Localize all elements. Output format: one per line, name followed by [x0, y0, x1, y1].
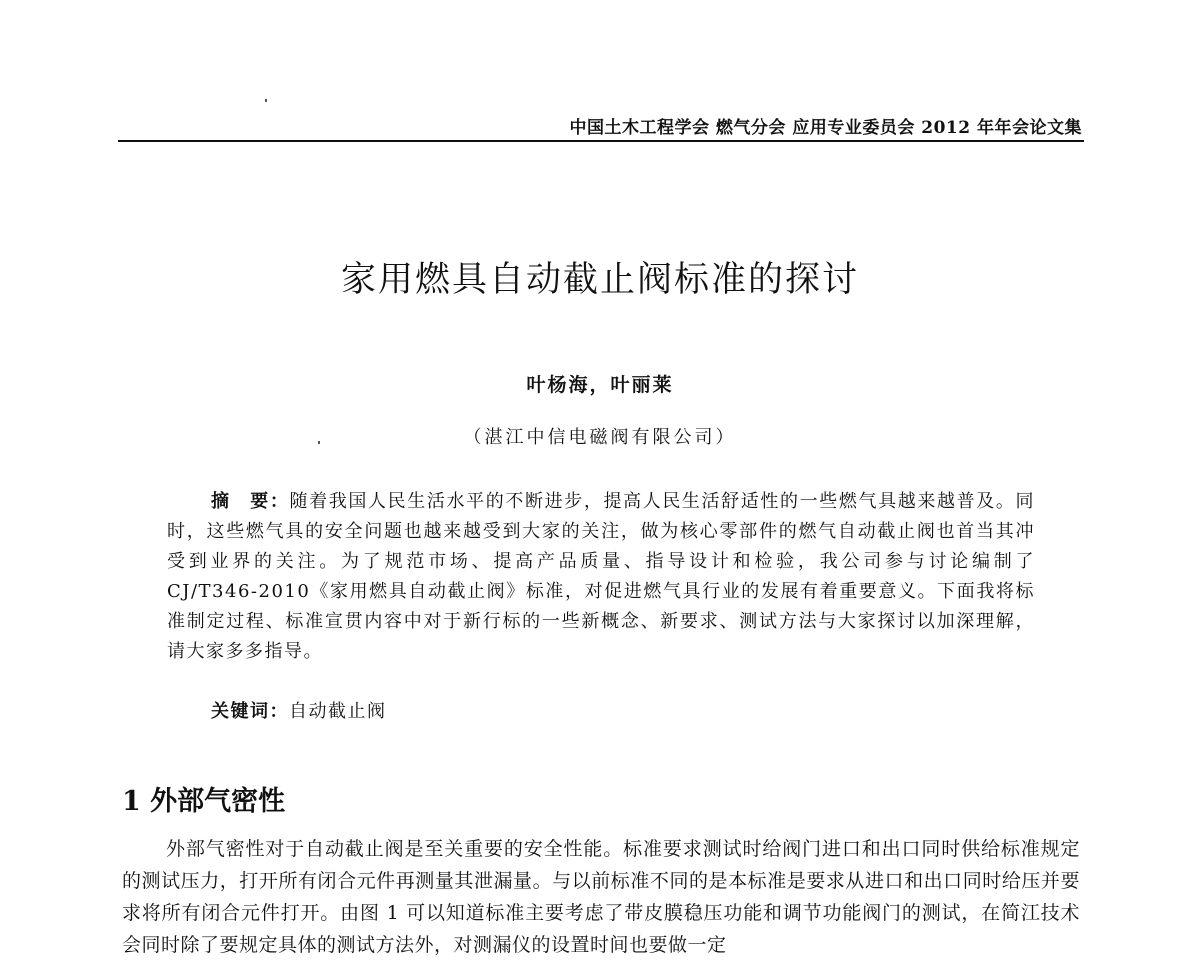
author-list: 叶杨海，叶丽莱 [526, 374, 674, 396]
keywords-label: 关键词： [211, 701, 289, 722]
body-paragraph: 外部气密性对于自动截止阀是至关重要的安全性能。标准要求测试时给阀门进口和出口同时供给标准规定的测试压力，打开所有闭合元件再测量其泄漏量。与以前标准不同的是本标准是要求从进口和出口同时给压并要求将所有闭合元件打开。由图 1 可以知道标准主要考虑了带皮膜稳压功能和调节功能阀门的测试，在简江技术会同时除了要规定具体的测试方法外，对测漏仪的设置时间也要做一定 [122, 838, 1080, 956]
keywords [211, 697, 387, 723]
abstract-label: 摘 要： [211, 491, 290, 512]
abstract-text: 随着我国人民生活水平的不断进步，提高人民生活舒适性的一些燃气具越来越普及。同时，这些燃气具的安全问题也越来越受到大家的关注，做为核心零部件的燃气自动截止阀也首当其冲受到业界的关注。为了规范市场、提高产品质量、指导设计和检验，我公司参与讨论编制了 CJ/T346-2010《家用燃具自动截止阀》标准，对促进燃气具行业的发展有着重要意义。下面我将标准制定过程、标准宣贯内容中对于新行标的一些新概念、新要求、测试方法与大家探讨以加深理解，请大家多多指导。 [167, 491, 1036, 662]
header-rule [118, 140, 1084, 142]
section-heading: 1 外部气密性 [122, 786, 286, 817]
affiliation: （湛江中信电磁阀有限公司） [463, 427, 737, 448]
scan-speck [265, 99, 267, 102]
running-header: 中国土木工程学会 燃气分会 应用专业委员会 2012 年年会论文集 [569, 118, 1082, 138]
paper-title: 家用燃具自动截止阀标准的探讨 [340, 260, 859, 300]
abstract [167, 487, 1035, 667]
keywords-value: 自动截止阀 [289, 701, 387, 722]
